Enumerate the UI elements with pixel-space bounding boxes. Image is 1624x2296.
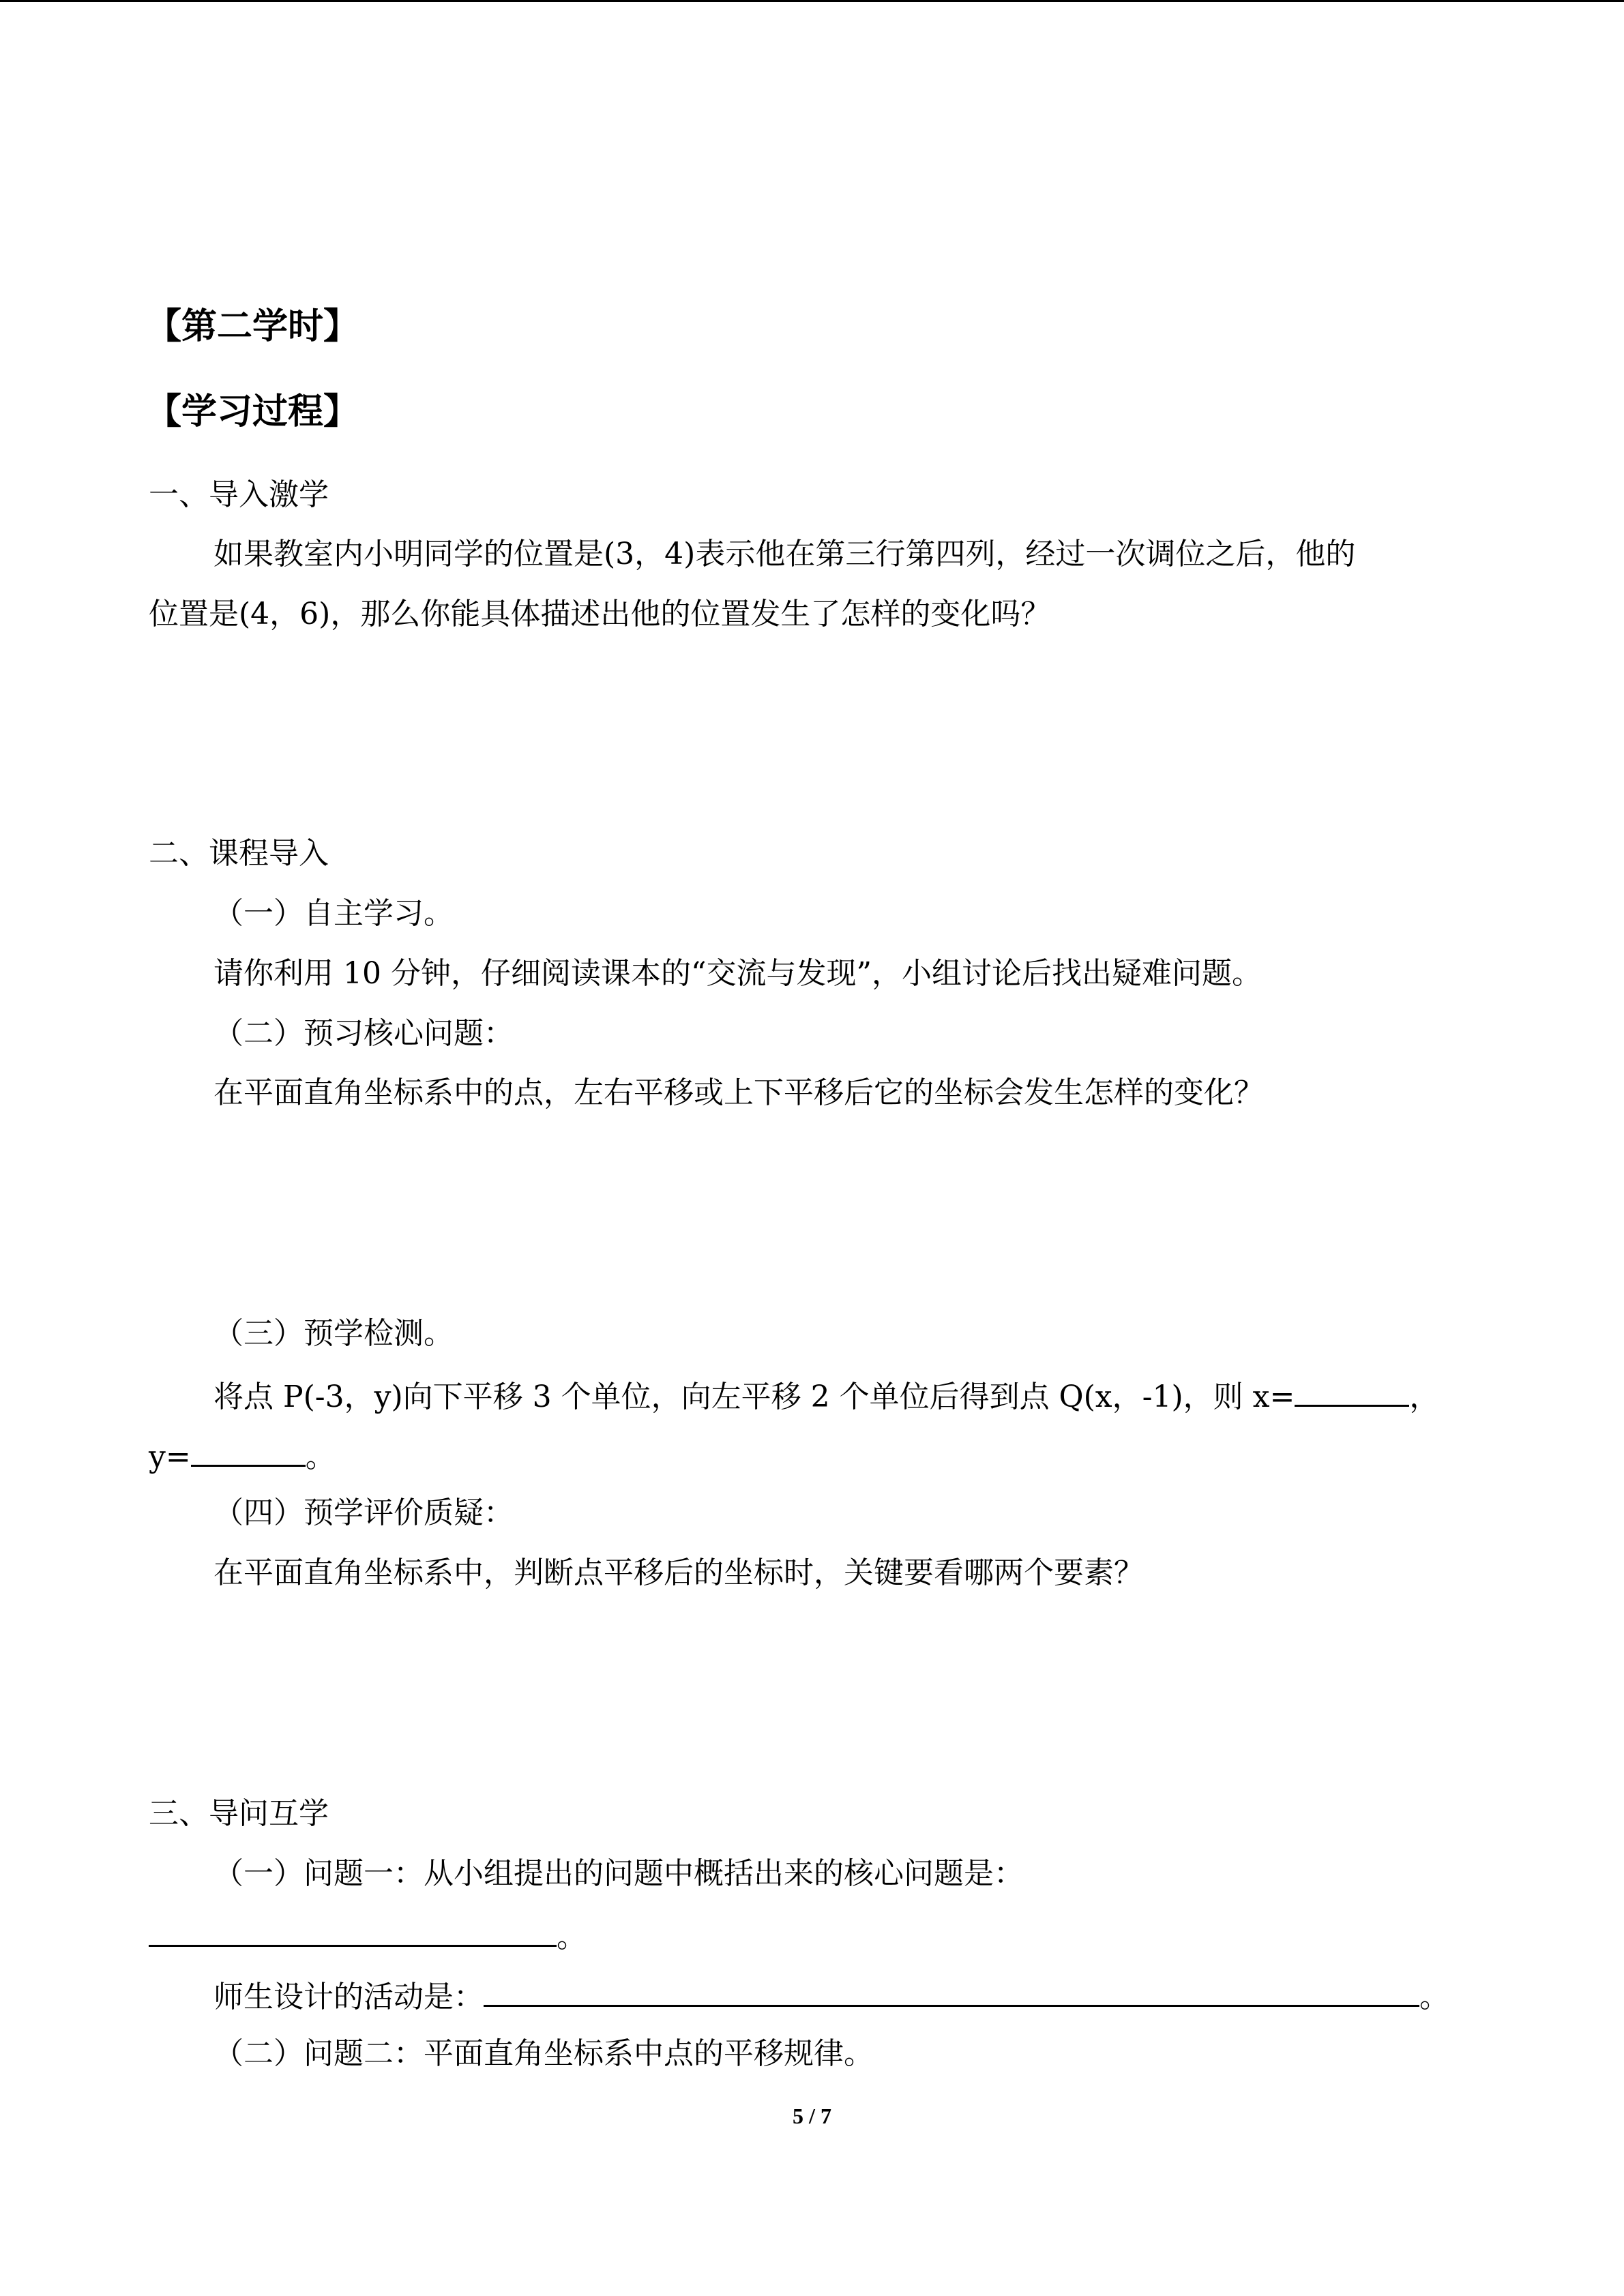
activity-period: 。	[1419, 1980, 1449, 2014]
question1-period: 。	[557, 1920, 587, 1954]
section1-paragraph-line1: 如果教室内小明同学的位置是(3，4)表示他在第三行第四列，经过一次调位之后，他的	[213, 537, 1356, 571]
pretest-question-text: 将点 P(-3，y)向下平移 3 个单位，向左平移 2 个单位后得到点 Q(x，-1)，则 x=	[213, 1380, 1295, 1414]
activity-line	[213, 1975, 1449, 2016]
core-question-text: 在平面直角坐标系中的点，左右平移或上下平移后它的坐标会发生怎样的变化？	[213, 1075, 1264, 1110]
pretest-period: 。	[305, 1440, 336, 1474]
pretest-title: （三）预学检测。	[213, 1316, 454, 1351]
pretest-comma: ，	[1409, 1380, 1440, 1414]
evaluation-text: 在平面直角坐标系中，判断点平移后的坐标时，关键要看哪两个要素？	[213, 1555, 1144, 1590]
pretest-y-label: y=	[149, 1440, 191, 1474]
section2-title: 二、课程导入	[149, 836, 329, 871]
page-top-border	[0, 0, 1624, 2]
core-question-blank[interactable]	[149, 1915, 557, 1947]
section1-title: 一、导入激学	[149, 477, 329, 512]
self-study-text: 请你利用 10 分钟，仔细阅读课本的“交流与发现”，小组讨论后找出疑难问题。	[213, 956, 1262, 991]
pretest-question-line1	[213, 1375, 1439, 1416]
question2-title: （二）问题二：平面直角坐标系中点的平移规律。	[213, 2036, 874, 2071]
pretest-question-line2	[149, 1435, 336, 1476]
answer-blank-x[interactable]	[1295, 1375, 1409, 1407]
section3-title: 三、导问互学	[149, 1796, 329, 1831]
question1-title: （一）问题一：从小组提出的问题中概括出来的核心问题是：	[213, 1856, 1024, 1891]
question1-answer-line	[149, 1915, 587, 1956]
page-number: 5 / 7	[793, 2104, 831, 2128]
lesson-heading: 【第二学时】	[146, 306, 359, 347]
self-study-title: （一）自主学习。	[213, 896, 454, 931]
section1-paragraph-line2: 位置是(4，6)，那么你能具体描述出他的位置发生了怎样的变化吗？	[149, 597, 1051, 631]
activity-label: 师生设计的活动是：	[213, 1980, 484, 2014]
answer-blank-y[interactable]	[191, 1435, 306, 1467]
evaluation-title: （四）预学评价质疑：	[213, 1495, 514, 1530]
activity-blank[interactable]	[484, 1975, 1419, 2007]
process-heading: 【学习过程】	[146, 391, 359, 432]
core-question-title: （二）预习核心问题：	[213, 1016, 514, 1051]
